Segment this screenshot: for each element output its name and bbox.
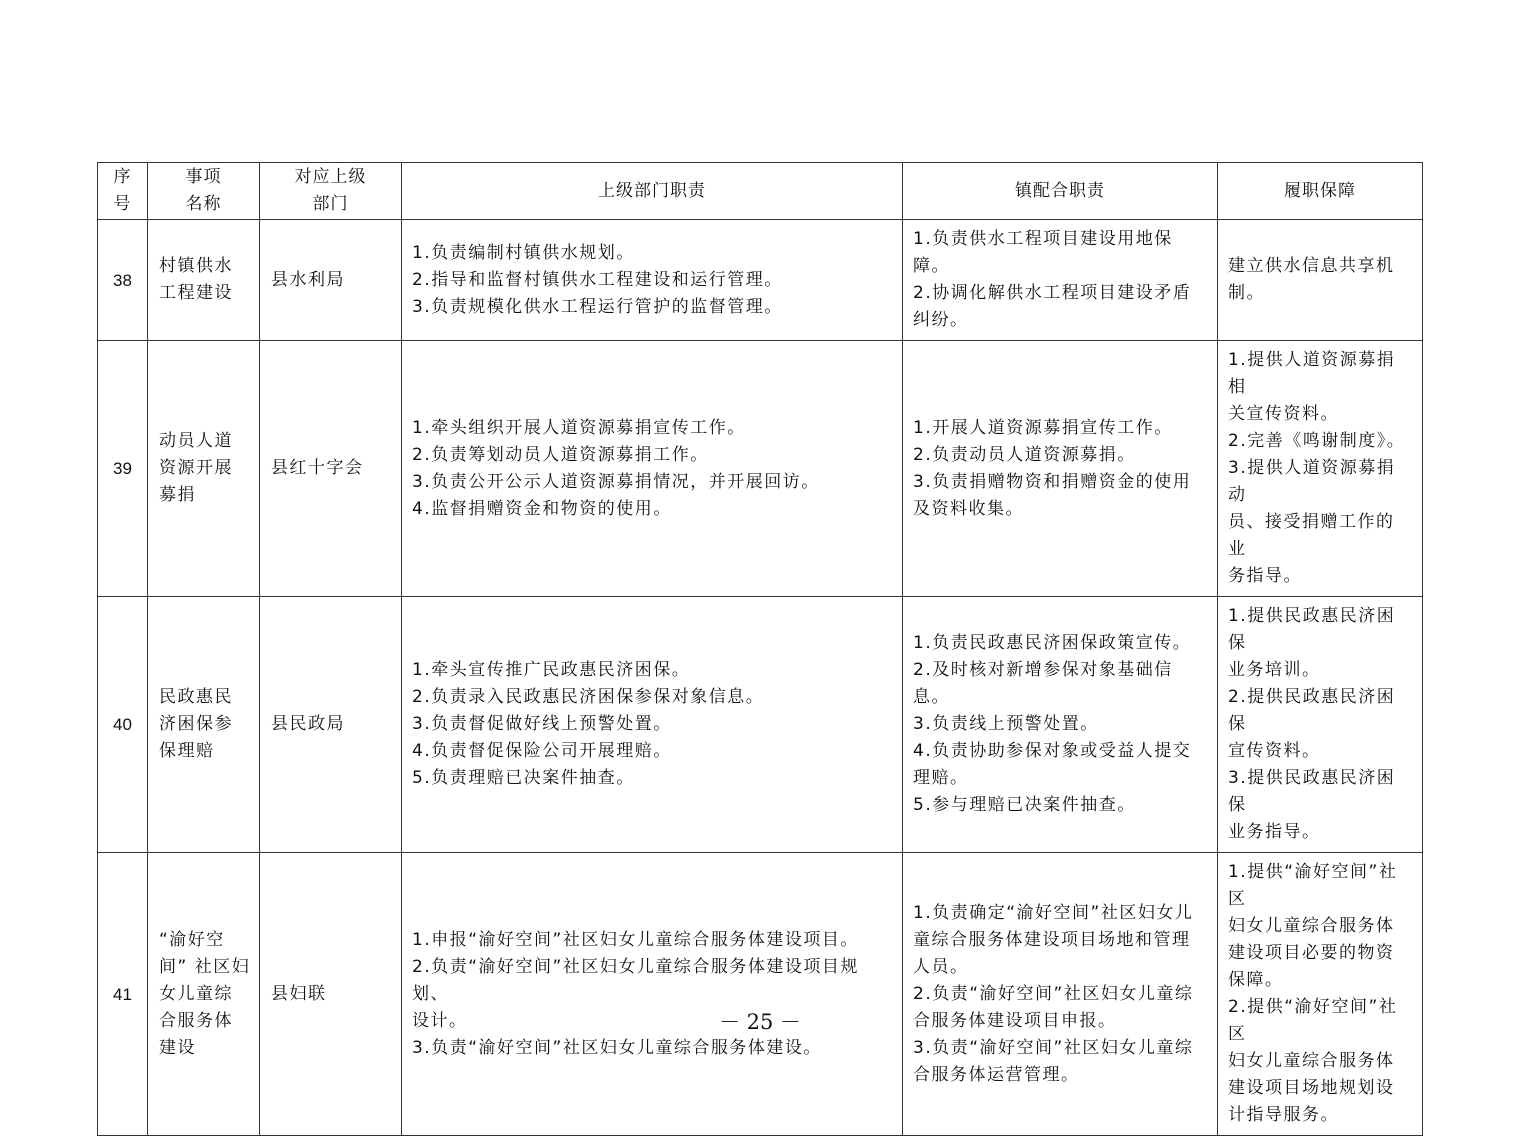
- department: 县红十字会: [260, 341, 402, 597]
- item-name: 动员人道 资源开展 募捐: [148, 341, 260, 597]
- header-item-name: 事项 名称: [148, 163, 260, 220]
- department: 县水利局: [260, 220, 402, 341]
- department: 县民政局: [260, 597, 402, 853]
- upper-duty: 1.申报“渝好空间”社区妇女儿童综合服务体建设项目。 2.负责“渝好空间”社区妇女儿童综合服务体建设项目规划、 设计。 3.负责“渝好空间”社区妇女儿童综合服务体建设。: [402, 853, 903, 1136]
- row-number: 38: [98, 220, 148, 341]
- row-number: 41: [98, 853, 148, 1136]
- upper-duty: 1.牵头宣传推广民政惠民济困保。 2.负责录入民政惠民济困保参保对象信息。 3.负责督促做好线上预警处置。 4.负责督促保险公司开展理赔。 5.负责理赔已决案件抽查。: [402, 597, 903, 853]
- upper-duty: 1.牵头组织开展人道资源募捐宣传工作。 2.负责筹划动员人道资源募捐工作。 3.负责公开公示人道资源募捐情况，并开展回访。 4.监督捐赠资金和物资的使用。: [402, 341, 903, 597]
- town-duty: 1.负责民政惠民济困保政策宣传。 2.及时核对新增参保对象基础信息。 3.负责线上预警处置。 4.负责协助参保对象或受益人提交 理赔。 5.参与理赔已决案件抽查。: [903, 597, 1218, 853]
- guarantee: 建立供水信息共享机 制。: [1218, 220, 1423, 341]
- header-department: 对应上级 部门: [260, 163, 402, 220]
- table-row: [98, 853, 1423, 1136]
- guarantee: 1.提供人道资源募捐相 关宣传资料。 2.完善《鸣谢制度》。 3.提供人道资源募捐动 员、接受捐赠工作的业 务指导。: [1218, 341, 1423, 597]
- row-number: 40: [98, 597, 148, 853]
- header-seq: 序 号: [98, 163, 148, 220]
- table-row: [98, 597, 1423, 853]
- item-name: “渝好空 间” 社区妇 女儿童综 合服务体 建设: [148, 853, 260, 1136]
- item-name: 民政惠民 济困保参 保理赔: [148, 597, 260, 853]
- town-duty: 1.负责确定“渝好空间”社区妇女儿 童综合服务体建设项目场地和管理 人员。 2.负责“渝好空间”社区妇女儿童综 合服务体建设项目申报。 3.负责“渝好空间”社区妇女儿童综 合服务体运营管理。: [903, 853, 1218, 1136]
- guarantee: 1.提供民政惠民济困保 业务培训。 2.提供民政惠民济困保 宣传资料。 3.提供民政惠民济困保 业务指导。: [1218, 597, 1423, 853]
- upper-duty: 1.负责编制村镇供水规划。 2.指导和监督村镇供水工程建设和运行管理。 3.负责规模化供水工程运行管护的监督管理。: [402, 220, 903, 341]
- item-name: 村镇供水 工程建设: [148, 220, 260, 341]
- header-town-duty: 镇配合职责: [903, 163, 1218, 220]
- guarantee: 1.提供“渝好空间”社区 妇女儿童综合服务体 建设项目必要的物资 保障。 2.提供“渝好空间”社区 妇女儿童综合服务体 建设项目场地规划设 计指导服务。: [1218, 853, 1423, 1136]
- header-guarantee: 履职保障: [1218, 163, 1423, 220]
- town-duty: 1.负责供水工程项目建设用地保障。 2.协调化解供水工程项目建设矛盾 纠纷。: [903, 220, 1218, 341]
- duty-table: [97, 162, 1423, 1136]
- table-row: [98, 341, 1423, 597]
- header-row: [98, 163, 1423, 220]
- table-row: [98, 220, 1423, 341]
- department: 县妇联: [260, 853, 402, 1136]
- header-upper-duty: 上级部门职责: [402, 163, 903, 220]
- town-duty: 1.开展人道资源募捐宣传工作。 2.负责动员人道资源募捐。 3.负责捐赠物资和捐赠资金的使用 及资料收集。: [903, 341, 1218, 597]
- page-number: － 25 －: [718, 1010, 802, 1034]
- row-number: 39: [98, 341, 148, 597]
